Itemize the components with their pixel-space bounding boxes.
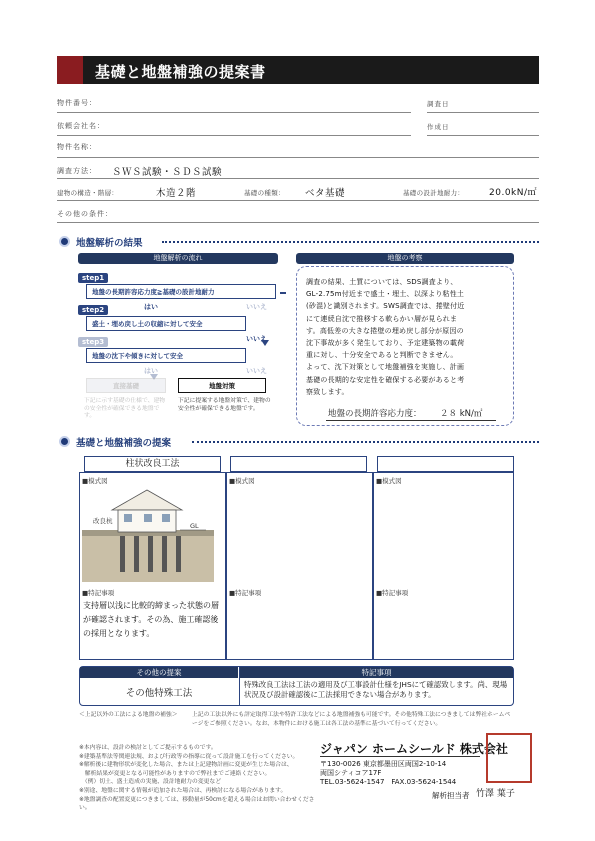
pile [120,536,125,572]
ground-measure-note: 下記に提案する地盤対策で、建物の安全性が確保できる地盤です。 [178,398,271,412]
consider-text [306,276,510,398]
bearing-capacity-value: ２８ kN/㎡ [440,409,483,419]
window [124,514,132,522]
divider [57,200,539,201]
step1-yes: はい [144,303,158,311]
step2-no: いいえ [246,335,267,343]
section-divider [162,241,539,243]
consider-line: よって、沈下対策として地盤補強を実施し、計画 [306,363,465,372]
divider [326,420,496,421]
proposal-col2 [226,472,373,660]
company-name: ジャパン ホームシールド 株式会社 [320,742,508,756]
ground-measure-box: 地盤対策 [178,378,266,393]
special-notes-header: 特記事項 [240,667,513,678]
step3-box: 地盤の沈下や傾きに対して安全 [86,348,246,363]
footer-note-line: ※本内容は、設計の検討としてご提示するものです。 [79,745,217,751]
company-tel: TEL.03-5624-1547 FAX.03-5624-1544 [320,778,457,786]
structure-label: 建物の構造・階層： [57,189,119,197]
consider-line: 重に対し、十分安全であると判断できません。 [306,351,458,360]
window [144,514,152,522]
gl-label: GL [190,522,199,530]
consider-line: にて連続自沈で推移する軟らかい層が見られま [306,314,458,323]
col1-model-label: ■模式図 [82,477,108,485]
footer-note-line: ※地盤調査の配置変更につきましては、移動量が50cmを超える場合はお問い合わせください。 [79,796,315,812]
col2-title [230,456,367,472]
step3-yes: はい [144,367,158,375]
design-bearing-value: 20.0kN/㎡ [489,188,538,198]
pile [148,536,153,572]
ground-improvement-diagram [82,486,214,582]
consider-line: 調査の結果、土質については、SDS調査より、 [306,278,458,286]
title-accent [57,56,83,84]
company-building: 両国シティコア17F [320,769,382,777]
divider [57,157,539,158]
direct-foundation-box: 直接基礎 [86,378,166,393]
step2-tag: step2 [78,305,108,315]
consider-line: (砂混)と識別されます。SWS調査では、捲壁付近 [306,302,465,311]
property-number-label: 物件番号： [57,99,97,107]
divider [427,112,539,113]
col3-title [377,456,514,472]
survey-method-label: 調査方法： [57,167,97,175]
step3-no: いいえ [246,367,267,375]
created-date-label: 作成日 [427,123,450,131]
divider [57,135,411,136]
consider-line: す。高低差の大きな捲壁の埋め戻し部分が原因の [306,326,464,335]
structure-value: 木造２階 [156,188,197,199]
consider-line: 察致します。 [306,387,349,396]
house-roof [112,490,182,510]
analyst-name: 竹澤 葉子 [476,789,515,799]
footer-note-line: 解析結果が変更となる可能性がありますので弊社までご連絡ください。 [79,770,271,777]
pile-label: 改良杭 [93,517,113,525]
section-bullet-icon [59,236,70,247]
bearing-capacity-label: 地盤の長期許容応力度： [328,409,422,419]
divider [320,756,480,757]
consider-line: GL-2.75m付近まで盛土・埋土、以深より粘性土 [306,290,465,299]
footer-note-line: ※建築基準法等関連法規、および行政等の指導に従って設計施工を行ってください。 [79,753,299,760]
proposal-section-title: 基礎と地盤補強の提案 [76,438,172,449]
step3-tag: step3 [78,337,108,347]
connector-line [280,292,286,294]
footer-note-line: ※解析後に建物形状が変化した場合、または上記建物計画に変更が生じた場合は、 [79,762,293,769]
foundation-type-label: 基礎の種類： [244,189,285,197]
col3-model-label: ■模式図 [376,477,402,485]
col2-notes-label: ■特記事項 [229,589,262,597]
analyst-label: 解析担当者 [432,791,470,800]
disclaimer-text: 上記の工法以外にも評定取得工法や特許工法などによる地盤補強も可能です。その他特殊工法につきましては弊社ホームページをご参照ください。なお、本物件における施工は各工法の基準に基づいて行ってください。 [192,712,511,727]
foundation-type-value: ベタ基礎 [305,188,346,199]
step1-no: いいえ [246,303,267,311]
direct-foundation-note: 下記に示す基礎の仕様で、建物の安全性が確保できる地盤です。 [84,398,166,419]
footer-note-line: （例）切土、盛土造成の実施、設計地耐力の変更など [79,779,222,786]
step2-box: 盛土・埋め戻し土の収縮に対して安全 [86,316,246,331]
col3-notes-label: ■特記事項 [376,589,409,597]
other-proposal-header: その他の提案 [80,667,238,678]
page-title: 基礎と地盤補強の提案書 [95,63,266,81]
survey-method-value: ＳＷＳ試験・ＳＤＳ試験 [112,167,223,178]
pile [134,536,139,572]
design-bearing-label: 基礎の設計地耐力： [403,189,465,197]
consider-line: 基礎の長期的な安定性を確保する必要があると考 [306,375,465,384]
divider [57,178,539,179]
other-proposal-value: その他特殊工法 [125,688,193,699]
divider [57,112,411,113]
divider [239,667,240,705]
special-notes-value: 特殊改良工法は工法の適用及び工事設計仕様をJHSにて確認致します。尚、現場状況及び設計確認後に工法採用できない場合があります。 [244,680,508,699]
divider [427,135,539,136]
step1-box: 地盤の長期許容応力度≧基礎の設計地耐力 [86,284,276,299]
client-label: 依頼会社名： [57,122,105,130]
footer-note-line: ※別途、地盤に関する情報が追加された場合は、再検討になる場合があります。 [79,787,287,794]
analysis-section-title: 地盤解析の結果 [76,238,143,249]
col1-notes-label: ■特記事項 [82,589,115,597]
disclaimer-label: ＜上記以外の工法による地盤の補強＞ [79,712,178,718]
section-divider [192,441,539,443]
company-postal: 〒130-0026 東京都墨田区両国2-10-14 [320,760,447,768]
col2-model-label: ■模式図 [229,477,255,485]
window [162,514,170,522]
proposal-col3 [373,472,514,660]
col1-notes-text: 支持層以浅に比較的締まった状態の層が確認されます。その為、施工確認後の採用となります。 [83,601,219,638]
consider-panel-header: 地盤の考察 [296,253,514,264]
col1-title: 柱状改良工法 [84,456,221,472]
section-bullet-icon [59,436,70,447]
consider-line: 沈下事故が多く発生しており、予定建築物の載荷 [306,339,465,348]
other-conditions-label: その他の条件： [57,210,113,218]
pile [162,536,167,572]
pile [176,536,181,572]
step1-tag: step1 [78,273,108,283]
divider [57,222,539,223]
arrow-down-icon [261,340,269,346]
flow-panel-header: 地盤解析の流れ [78,253,278,264]
survey-date-label: 調査日 [427,100,450,108]
company-seal-stamp [486,733,532,783]
property-name-label: 物件名称： [57,143,97,151]
footer-notes [79,744,315,813]
